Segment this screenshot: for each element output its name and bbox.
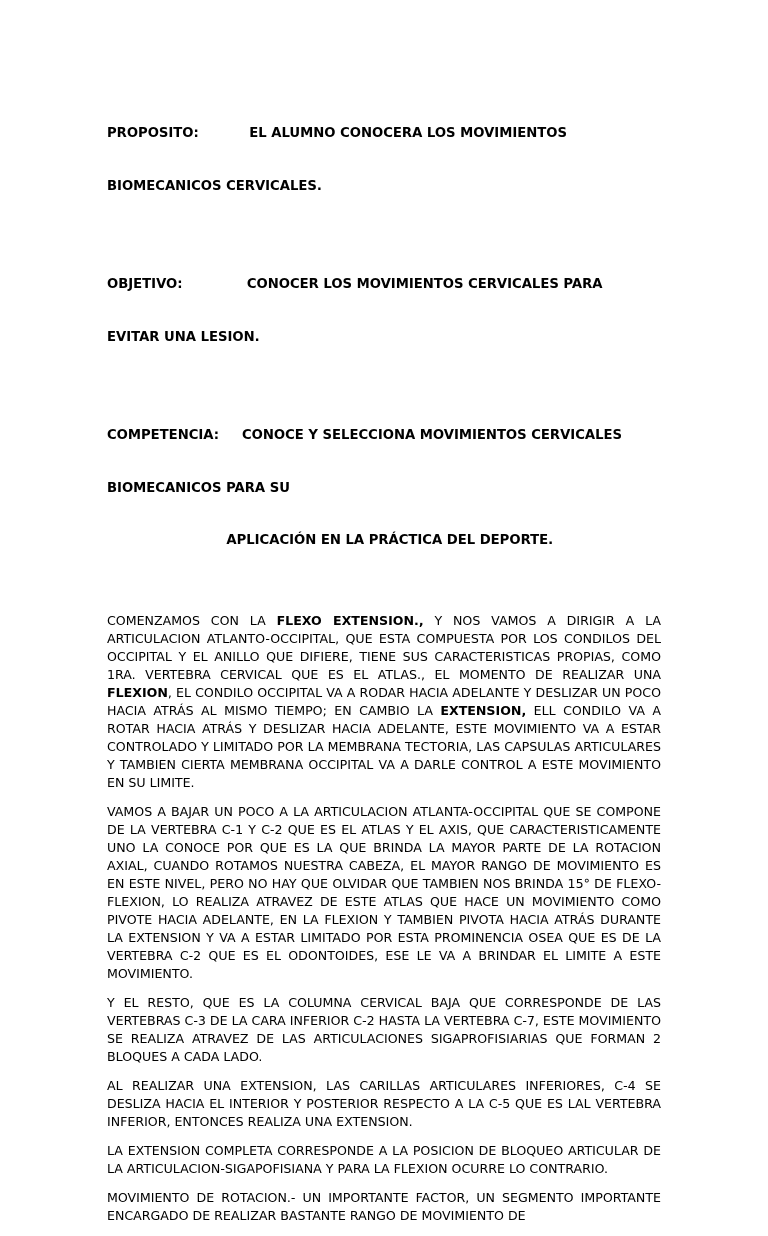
objetivo-block bbox=[107, 241, 661, 381]
proposito-block bbox=[107, 90, 661, 230]
proposito-line-1: PROPOSITO: EL ALUMNO CONOCERA LOS MOVIMIENTOS bbox=[107, 126, 567, 141]
bold-term-flexion: FLEXION bbox=[107, 684, 168, 700]
proposito-line-2: BIOMECANICOS CERVICALES. bbox=[107, 178, 322, 194]
paragraph-columna-cervical-baja: Y EL RESTO, QUE ES LA COLUMNA CERVICAL BAJA QUE CORRESPONDE DE LAS VERTEBRAS C-3 DE LA CARA INFERIOR C-2 HASTA LA VERTEBRA C-7, ESTE MOVIMIENTO SE REALIZA ATRAVEZ DE LAS ARTICULACIONES SIGAPROFISIARIAS QUE FORMAN 2 BLOQUES A CADA LADO. bbox=[107, 994, 661, 1064]
paragraph-extension-completa: LA EXTENSION COMPLETA CORRESPONDE A LA POSICION DE BLOQUEO ARTICULAR DE LA ARTICULACION-SIGAPOFISIANA Y PARA LA FLEXION OCURRE LO CONTRARIO. bbox=[107, 1142, 661, 1176]
document-page bbox=[107, 90, 661, 1236]
paragraph-text: , EL CONDILO OCCIPITAL VA A RODAR HACIA ADELANTE Y DESLIZAR UN POCO HACIA ATRÁS AL MISMO TIEMPO; EN CAMBIO LA bbox=[107, 684, 661, 718]
paragraph-flexo-extension bbox=[107, 612, 661, 792]
paragraph-movimiento-rotacion: MOVIMIENTO DE ROTACION.- UN IMPORTANTE FACTOR, UN SEGMENTO IMPORTANTE ENCARGADO DE REALIZAR BASTANTE RANGO DE MOVIMIENTO DE bbox=[107, 1189, 661, 1223]
bold-term-extension: EXTENSION, bbox=[440, 702, 527, 718]
section-spacer bbox=[107, 596, 661, 612]
paragraph-extension-carillas: AL REALIZAR UNA EXTENSION, LAS CARILLAS ARTICULARES INFERIORES, C-4 SE DESLIZA HACIA EL INTERIOR Y POSTERIOR RESPECTO A LA C-5 QUE ES LAL VERTEBRA INFERIOR, ENTONCES REALIZA UNA EXTENSION. bbox=[107, 1077, 661, 1129]
paragraph-text: Y NOS VAMOS A DIRIGIR A LA ARTICULACION ATLANTO-OCCIPITAL, QUE ESTA COMPUESTA POR LOS CONDILOS DEL OCCIPITAL Y EL ANILLO QUE DIFIERE, TIENE SUS CARACTERISTICAS PROPIAS, COMO 1RA. VERTEBRA CERVICAL QUE ES EL ATLAS., EL MOMENTO DE REALIZAR UNA bbox=[107, 612, 661, 682]
objetivo-line-1: OBJETIVO: CONOCER LOS MOVIMIENTOS CERVICALES PARA bbox=[107, 277, 603, 292]
competencia-line-3: APLICACIÓN EN LA PRÁCTICA DEL DEPORTE. bbox=[107, 533, 554, 548]
competencia-line-1: COMPETENCIA: CONOCE Y SELECCIONA MOVIMIENTOS CERVICALES bbox=[107, 428, 622, 443]
competencia-line-2: BIOMECANICOS PARA SU bbox=[107, 480, 290, 496]
paragraph-text: ELL CONDILO VA A ROTAR HACIA ATRÁS Y DESLIZAR HACIA ADELANTE, ESTE MOVIMIENTO VA A ESTAR CONTROLADO Y LIMITADO POR LA MEMBRANA TECTORIA, LAS CAPSULAS ARTICULARES Y TAMBIEN CIERTA MEMBRANA OCCIPITAL VA A DARLE CONTROL A ESTE MOVIMIENTO EN SU LIMITE. bbox=[107, 702, 661, 790]
competencia-block bbox=[107, 392, 661, 585]
paragraph-text: COMENZAMOS CON LA bbox=[107, 612, 277, 628]
objetivo-line-2: EVITAR UNA LESION. bbox=[107, 329, 260, 345]
bold-term-flexo-extension: FLEXO EXTENSION., bbox=[276, 612, 424, 628]
paragraph-atlas-axis: VAMOS A BAJAR UN POCO A LA ARTICULACION ATLANTA-OCCIPITAL QUE SE COMPONE DE LA VERTEBRA C-1 Y C-2 QUE ES EL ATLAS Y EL AXIS, QUE CARACTERISTICAMENTE UNO LA CONOCE POR QUE ES LA QUE BRINDA LA MAYOR PARTE DE LA ROTACION AXIAL, CUANDO ROTAMOS NUESTRA CABEZA, EL MAYOR RANGO DE MOVIMIENTO ES EN ESTE NIVEL, PERO NO HAY QUE OLVIDAR QUE TAMBIEN NOS BRINDA 15° DE FLEXO-FLEXION, LO REALIZA ATRAVEZ DE ESTE ATLAS QUE HACE UN MOVIMIENTO COMO PIVOTE HACIA ADELANTE, EN LA FLEXION Y TAMBIEN PIVOTA HACIA ATRÁS DURANTE LA EXTENSION Y VA A ESTAR LIMITADO POR ESTA PROMINENCIA OSEA QUE ES DE LA VERTEBRA C-2 QUE ES EL ODONTOIDES, ESE LE VA A BRINDAR EL LIMITE A ESTE MOVIMIENTO. bbox=[107, 803, 661, 981]
